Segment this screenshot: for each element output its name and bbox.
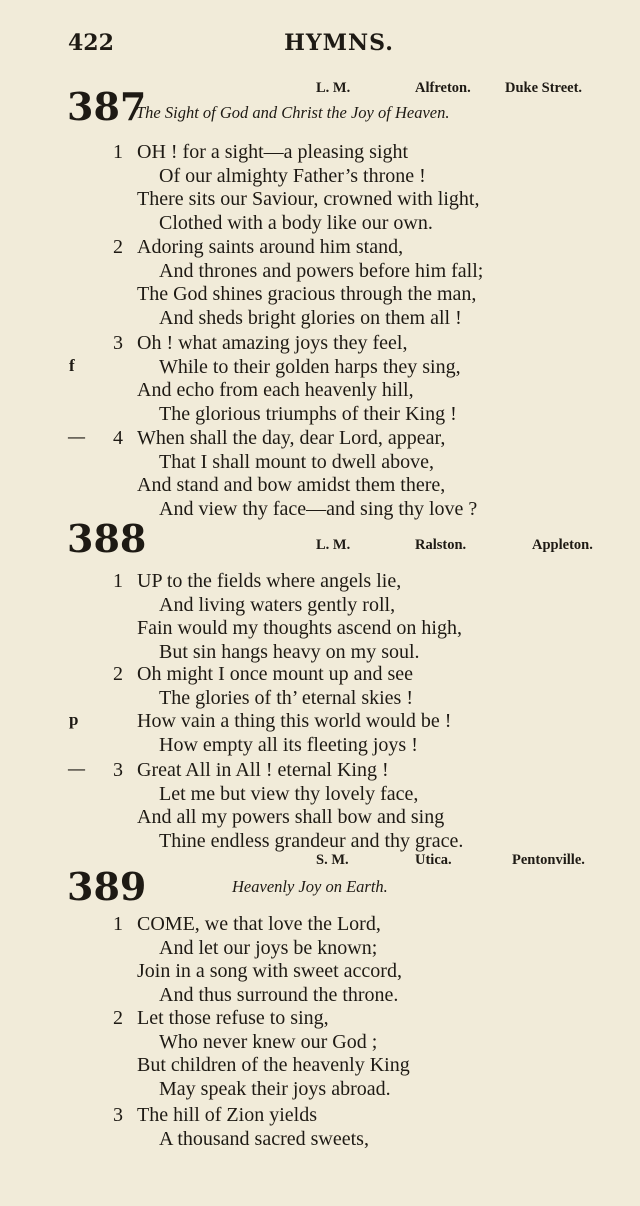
verse-line: Let those refuse to sing, (137, 1007, 329, 1029)
verse-line: The glories of th’ eternal skies ! (159, 686, 413, 709)
verse-line: Thine endless grandeur and thy grace. (159, 829, 464, 852)
stanza-number: 2 (113, 663, 123, 685)
verse-line: And thus surround the throne. (159, 983, 399, 1006)
verse-line: Who never knew our God ; (159, 1030, 378, 1053)
hymn-number: 389 (67, 864, 147, 909)
verse-line: When shall the day, dear Lord, appear, (137, 427, 446, 449)
hymn-number: 387 (67, 84, 147, 129)
dynamic-mark: — (68, 427, 85, 446)
hymn-tune-2: Appleton. (532, 537, 593, 553)
verse-line: The hill of Zion yields (137, 1104, 317, 1126)
verse-line: That I shall mount to dwell above, (159, 450, 434, 473)
verse-line: COME, we that love the Lord, (137, 913, 381, 935)
page-number: 422 (68, 30, 114, 56)
hymn-tune-2: Duke Street. (505, 80, 583, 96)
hymn-tune-1: Ralston. (415, 537, 467, 553)
verse-line: While to their golden harps they sing, (159, 355, 461, 378)
verse-line: The God shines gracious through the man, (137, 283, 477, 306)
running-title: HYMNS. (284, 30, 394, 56)
verse-line: But children of the heavenly King (137, 1054, 410, 1077)
stanza-number: 1 (113, 141, 123, 163)
verse-line: And let our joys be known; (159, 936, 378, 959)
verse-line: And thrones and powers before him fall; (159, 259, 484, 282)
verse-line: OH ! for a sight—a pleasing sight (137, 141, 409, 163)
verse-line: And echo from each heavenly hill, (137, 379, 414, 402)
stanza-number: 4 (113, 427, 123, 449)
verse-line: Great All in All ! eternal King ! (137, 759, 389, 781)
verse-line: There sits our Saviour, crowned with light, (137, 188, 480, 211)
verse-line: And sheds bright glories on them all ! (159, 306, 462, 329)
verse-line: And view thy face—and sing thy love ? (159, 497, 478, 520)
hymn-meter: S. M. (316, 852, 349, 868)
dynamic-mark: f (69, 355, 75, 375)
verse-line: Oh might I once mount up and see (137, 663, 414, 685)
verse-line: How empty all its fleeting joys ! (159, 733, 418, 756)
stanza-number: 1 (113, 913, 123, 935)
verse-line: Fain would my thoughts ascend on high, (137, 617, 462, 640)
verse-line: But sin hangs heavy on my soul. (159, 640, 420, 663)
hymn-meter: L. M. (316, 537, 351, 553)
verse-line: Adoring saints around him stand, (137, 236, 404, 258)
verse-line: And living waters gently roll, (159, 593, 396, 616)
verse-line: A thousand sacred sweets, (159, 1127, 369, 1150)
hymn-tune-2: Pentonville. (512, 852, 585, 868)
stanza-number: 3 (113, 1104, 123, 1126)
stanza-number: 2 (113, 236, 123, 258)
hymn-subtitle: Heavenly Joy on Earth. (232, 877, 388, 896)
verse-line: Join in a song with sweet accord, (137, 960, 402, 983)
verse-line: Of our almighty Father’s throne ! (159, 164, 426, 187)
hymn-number: 388 (67, 516, 147, 561)
verse-line: And all my powers shall bow and sing (137, 806, 445, 829)
stanza-number: 1 (113, 570, 123, 592)
verse-line: The glorious triumphs of their King ! (159, 402, 457, 425)
verse-line: UP to the fields where angels lie, (137, 570, 402, 592)
hymn-tune-1: Alfreton. (415, 80, 471, 96)
verse-line: Let me but view thy lovely face, (159, 782, 419, 805)
verse-line: May speak their joys abroad. (159, 1077, 391, 1100)
hymn-subtitle: The Sight of God and Christ the Joy of Heaven. (136, 103, 450, 122)
stanza-number: 2 (113, 1007, 123, 1029)
stanza-number: 3 (113, 759, 123, 781)
dynamic-mark: — (68, 759, 85, 778)
hymn-tune-1: Utica. (415, 852, 452, 868)
dynamic-mark: p (69, 710, 79, 730)
verse-line: Oh ! what amazing joys they feel, (137, 332, 408, 354)
hymn-meter: L. M. (316, 80, 351, 96)
page-header (68, 30, 610, 60)
verse-line: How vain a thing this world would be ! (137, 710, 452, 733)
verse-line: And stand and bow amidst them there, (137, 474, 446, 497)
stanza-number: 3 (113, 332, 123, 354)
verse-line: Clothed with a body like our own. (159, 211, 433, 234)
